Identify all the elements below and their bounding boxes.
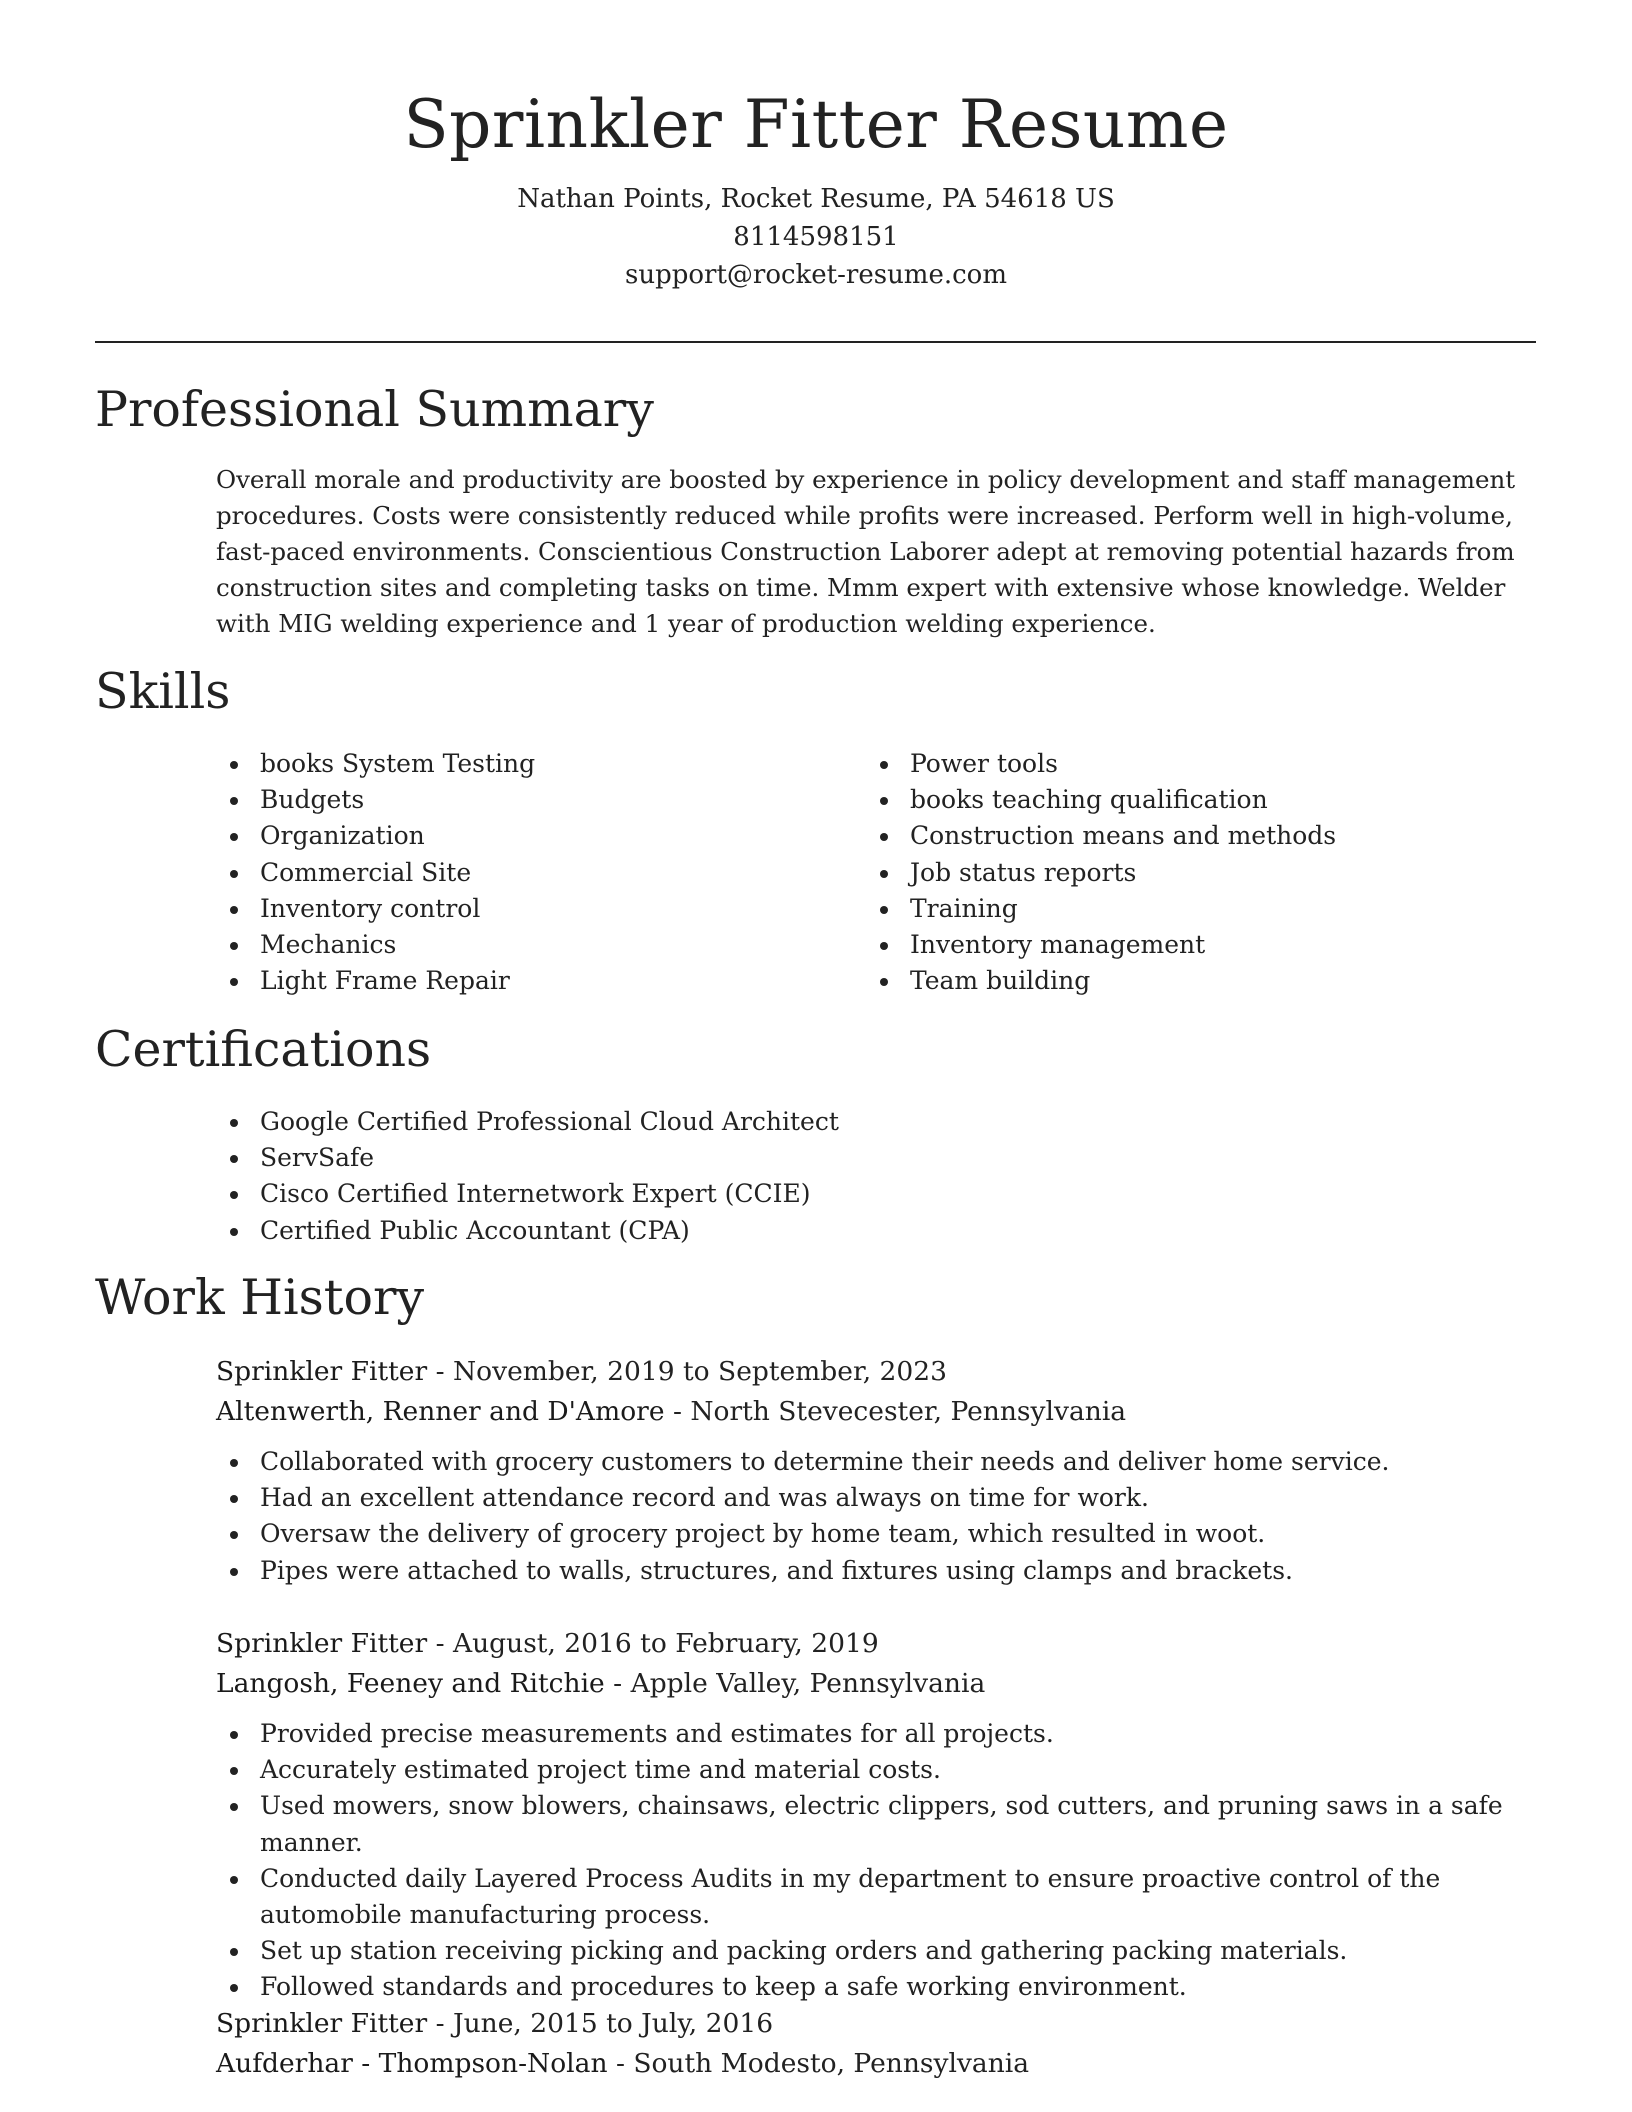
separator: -	[427, 2008, 453, 2039]
separator: -	[427, 1628, 453, 1659]
skill-item: Inventory management	[866, 927, 1516, 963]
job-bullet: Provided precise measurements and estimates for all projects.	[216, 1716, 1536, 1752]
job-title-line	[216, 1624, 1536, 1664]
job-dates: November, 2019 to September, 2023	[452, 1356, 947, 1387]
skill-item: Mechanics	[216, 927, 836, 963]
contact-address: Nathan Points, Rocket Resume, PA 54618 US	[517, 184, 1115, 214]
job-bullet: Followed standards and procedures to keep a safe working environment.	[216, 1969, 1536, 2005]
job-bullets	[216, 1444, 1536, 1589]
job-bullet: Had an excellent attendance record and was always on time for work.	[216, 1480, 1536, 1516]
summary-text: Overall morale and productivity are boosted by experience in policy development and staff management procedures. Costs were consistently reduced while profits were increased. Perform well in high-volume, fast-paced environments. Conscientious Construction Laborer adept at removing potential hazards from construction sites and completing tasks on time. Mmm expert with extensive whose knowledge. Welder with MIG welding experience and 1 year of production welding experience.	[216, 465, 1516, 638]
job-bullet: Set up station receiving picking and packing orders and gathering packing materials.	[216, 1933, 1536, 1969]
job-entry	[216, 1352, 1536, 1589]
skill-item: books teaching qualification	[866, 782, 1516, 818]
separator: -	[427, 1356, 453, 1387]
section-heading-work-history: Work History	[95, 1269, 425, 1326]
skill-item: Organization	[216, 818, 836, 854]
job-bullet: Collaborated with grocery customers to determine their needs and deliver home service.	[216, 1444, 1536, 1480]
job-entry	[216, 1624, 1536, 2006]
separator: -	[607, 2048, 634, 2079]
skill-item: Light Frame Repair	[216, 963, 836, 999]
job-company-line	[216, 1664, 1536, 1704]
contact-email: support@rocket-resume.com	[624, 260, 1007, 290]
job-title: Sprinkler Fitter	[216, 1628, 428, 1659]
section-heading-skills: Skills	[95, 663, 231, 720]
skills-column-right	[866, 746, 1516, 999]
contact-phone: 8114598151	[733, 222, 899, 252]
job-company: Langosh, Feeney and Ritchie	[216, 1668, 605, 1699]
section-heading-certifications: Certifications	[95, 1021, 432, 1078]
job-title: Sprinkler Fitter	[216, 2008, 428, 2039]
job-bullet: Oversaw the delivery of grocery project by home team, which resulted in woot.	[216, 1516, 1536, 1552]
job-company: Aufderhar - Thompson-Nolan	[216, 2048, 608, 2079]
skill-item: Inventory control	[216, 891, 836, 927]
job-bullet: Conducted daily Layered Process Audits in my department to ensure proactive control of the automobile manufacturing process.	[216, 1861, 1536, 1933]
certification-item: Google Certified Professional Cloud Architect	[216, 1104, 1516, 1140]
job-title-line	[216, 2004, 1536, 2044]
skill-item: Budgets	[216, 782, 836, 818]
skill-item: Commercial Site	[216, 855, 836, 891]
certifications-list	[216, 1104, 1516, 1249]
job-bullets	[216, 1716, 1536, 2006]
job-company: Altenwerth, Renner and D'Amore	[216, 1396, 665, 1427]
job-dates: August, 2016 to February, 2019	[452, 1628, 879, 1659]
job-location: North Stevecester, Pennsylvania	[690, 1396, 1127, 1427]
skill-item: Team building	[866, 963, 1516, 999]
resume-header	[0, 80, 1632, 294]
contact-block	[0, 180, 1632, 294]
skill-item: Job status reports	[866, 855, 1516, 891]
skill-item: Power tools	[866, 746, 1516, 782]
job-bullet: Accurately estimated project time and material costs.	[216, 1752, 1536, 1788]
job-location: Apple Valley, Pennsylvania	[630, 1668, 986, 1699]
certification-item: Certified Public Accountant (CPA)	[216, 1213, 1516, 1249]
job-bullet: Pipes were attached to walls, structures, and fixtures using clamps and brackets.	[216, 1553, 1536, 1589]
job-entry	[216, 2004, 1536, 2084]
separator: -	[604, 1668, 631, 1699]
resume-title: Sprinkler Fitter Resume	[403, 86, 1229, 163]
section-heading-summary: Professional Summary	[95, 381, 654, 438]
certification-item: Cisco Certified Internetwork Expert (CCIE)	[216, 1176, 1516, 1212]
header-divider	[95, 341, 1536, 343]
skill-item: Training	[866, 891, 1516, 927]
job-company-line	[216, 2044, 1536, 2084]
certification-item: ServSafe	[216, 1140, 1516, 1176]
job-title-line	[216, 1352, 1536, 1392]
skill-item: Construction means and methods	[866, 818, 1516, 854]
job-dates: June, 2015 to July, 2016	[452, 2008, 774, 2039]
job-company-line	[216, 1392, 1536, 1432]
skills-column-left	[216, 746, 836, 999]
separator: -	[664, 1396, 691, 1427]
skill-item: books System Testing	[216, 746, 836, 782]
job-bullet: Used mowers, snow blowers, chainsaws, electric clippers, sod cutters, and pruning saws in a safe manner.	[216, 1788, 1536, 1860]
job-location: South Modesto, Pennsylvania	[633, 2048, 1030, 2079]
job-title: Sprinkler Fitter	[216, 1356, 428, 1387]
